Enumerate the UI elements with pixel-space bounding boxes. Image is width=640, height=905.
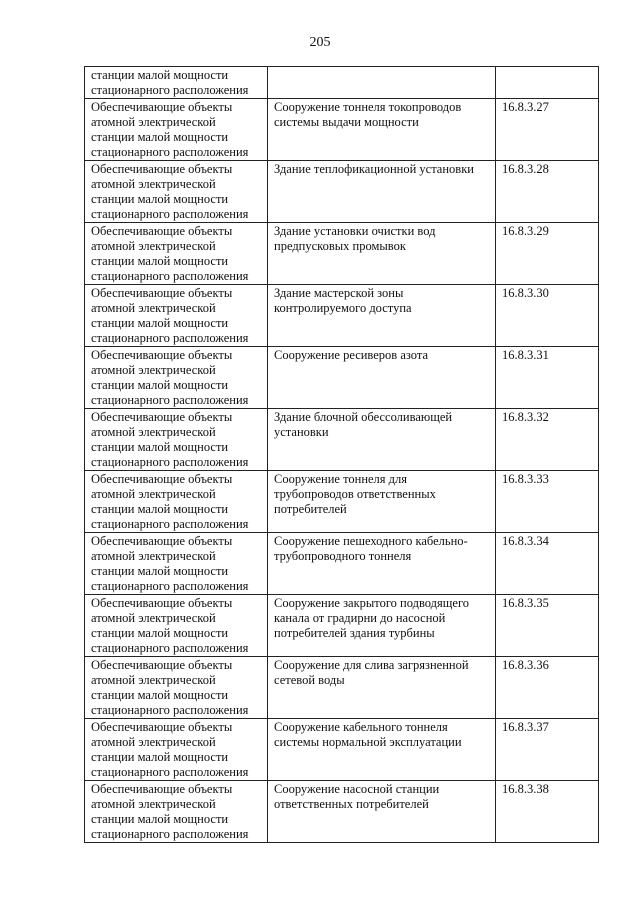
facility-name-line: сетевой воды	[274, 673, 345, 687]
code-cell: 16.8.3.35	[496, 595, 599, 657]
facilities-table	[84, 66, 599, 843]
owner-line: Обеспечивающие объекты	[91, 348, 233, 362]
owner-line: станции малой мощности	[91, 812, 229, 826]
table-row	[85, 657, 599, 719]
facility-name-cell	[268, 67, 496, 99]
owner-line: стационарного расположения	[91, 455, 249, 469]
owner-line: стационарного расположения	[91, 83, 249, 97]
table-row	[85, 161, 599, 223]
table-body	[85, 67, 599, 843]
facility-name-line: Здание теплофикационной установки	[274, 162, 474, 176]
owner-cell	[85, 67, 268, 99]
owner-line: атомной электрической	[91, 797, 216, 811]
facility-name-line: потребителей	[274, 502, 347, 516]
facility-name-line: контролируемого доступа	[274, 301, 412, 315]
facility-name-cell	[268, 781, 496, 843]
facility-name-line: Сооружение ресиверов азота	[274, 348, 428, 362]
owner-line: станции малой мощности	[91, 750, 229, 764]
facility-name-cell	[268, 347, 496, 409]
owner-cell	[85, 719, 268, 781]
owner-line: станции малой мощности	[91, 502, 229, 516]
owner-cell	[85, 533, 268, 595]
table-row	[85, 99, 599, 161]
facility-name-cell	[268, 409, 496, 471]
owner-line: атомной электрической	[91, 115, 216, 129]
owner-cell	[85, 223, 268, 285]
owner-line: атомной электрической	[91, 549, 216, 563]
table-row-continued	[85, 67, 599, 99]
owner-line: станции малой мощности	[91, 254, 229, 268]
facility-name-line: Здание установки очистки вод	[274, 224, 436, 238]
owner-line: Обеспечивающие объекты	[91, 720, 233, 734]
facility-name-line: установки	[274, 425, 329, 439]
owner-line: станции малой мощности	[91, 564, 229, 578]
owner-line: стационарного расположения	[91, 269, 249, 283]
facility-name-line: системы выдачи мощности	[274, 115, 419, 129]
owner-line: Обеспечивающие объекты	[91, 224, 233, 238]
facility-name-line: ответственных потребителей	[274, 797, 429, 811]
facility-name-cell	[268, 533, 496, 595]
owner-line: станции малой мощности	[91, 688, 229, 702]
owner-line: атомной электрической	[91, 611, 216, 625]
owner-line: Обеспечивающие объекты	[91, 596, 233, 610]
facility-name-line: Сооружение тоннеля для	[274, 472, 408, 486]
facility-name-line: потребителей здания турбины	[274, 626, 435, 640]
owner-line: станции малой мощности	[91, 378, 229, 392]
owner-line: Обеспечивающие объекты	[91, 782, 233, 796]
owner-line: стационарного расположения	[91, 207, 249, 221]
facility-name-cell	[268, 471, 496, 533]
table-row	[85, 595, 599, 657]
facility-name-line: трубопроводов ответственных	[274, 487, 436, 501]
owner-line: стационарного расположения	[91, 393, 249, 407]
owner-line: Обеспечивающие объекты	[91, 534, 233, 548]
code-cell: 16.8.3.32	[496, 409, 599, 471]
facility-name-cell	[268, 285, 496, 347]
owner-line: станции малой мощности	[91, 626, 229, 640]
owner-cell	[85, 161, 268, 223]
owner-cell	[85, 285, 268, 347]
owner-line: Обеспечивающие объекты	[91, 162, 233, 176]
table-row	[85, 409, 599, 471]
code-cell: 16.8.3.30	[496, 285, 599, 347]
owner-line: атомной электрической	[91, 425, 216, 439]
code-cell: 16.8.3.33	[496, 471, 599, 533]
owner-line: станции малой мощности	[91, 440, 229, 454]
owner-line: стационарного расположения	[91, 827, 249, 841]
owner-line: атомной электрической	[91, 177, 216, 191]
owner-cell	[85, 657, 268, 719]
owner-line: Обеспечивающие объекты	[91, 286, 233, 300]
facility-name-line: системы нормальной эксплуатации	[274, 735, 462, 749]
owner-line: стационарного расположения	[91, 703, 249, 717]
owner-line: Обеспечивающие объекты	[91, 100, 233, 114]
owner-line: стационарного расположения	[91, 641, 249, 655]
owner-cell	[85, 781, 268, 843]
code-cell: 16.8.3.31	[496, 347, 599, 409]
code-cell: 16.8.3.34	[496, 533, 599, 595]
facility-name-line: Здание блочной обессоливающей	[274, 410, 453, 424]
facility-name-cell	[268, 161, 496, 223]
code-cell: 16.8.3.28	[496, 161, 599, 223]
owner-line: Обеспечивающие объекты	[91, 658, 233, 672]
facility-name-line: трубопроводного тоннеля	[274, 549, 412, 563]
owner-line: атомной электрической	[91, 239, 216, 253]
owner-line: станции малой мощности	[91, 192, 229, 206]
table-row	[85, 347, 599, 409]
table-row	[85, 471, 599, 533]
facility-name-line: Сооружение тоннеля токопроводов	[274, 100, 462, 114]
code-cell: 16.8.3.27	[496, 99, 599, 161]
facility-name-line: канала от градирни до насосной	[274, 611, 446, 625]
code-cell: 16.8.3.37	[496, 719, 599, 781]
table-row	[85, 719, 599, 781]
owner-line: Обеспечивающие объекты	[91, 472, 233, 486]
facility-name-cell	[268, 223, 496, 285]
facility-name-cell	[268, 595, 496, 657]
owner-line: стационарного расположения	[91, 145, 249, 159]
owner-line: Обеспечивающие объекты	[91, 410, 233, 424]
code-cell: 16.8.3.36	[496, 657, 599, 719]
owner-cell	[85, 409, 268, 471]
owner-line: атомной электрической	[91, 363, 216, 377]
owner-line: станции малой мощности	[91, 130, 229, 144]
owner-cell	[85, 99, 268, 161]
owner-line: атомной электрической	[91, 673, 216, 687]
facility-name-line: Сооружение кабельного тоннеля	[274, 720, 448, 734]
table-row	[85, 223, 599, 285]
table-row	[85, 781, 599, 843]
facility-name-line: предпусковых промывок	[274, 239, 406, 253]
code-cell	[496, 67, 599, 99]
owner-cell	[85, 595, 268, 657]
owner-cell	[85, 471, 268, 533]
owner-line: стационарного расположения	[91, 331, 249, 345]
table-row	[85, 533, 599, 595]
facility-name-line: Сооружение для слива загрязненной	[274, 658, 469, 672]
facility-name-cell	[268, 99, 496, 161]
code-cell: 16.8.3.29	[496, 223, 599, 285]
owner-line: стационарного расположения	[91, 517, 249, 531]
owner-line: станции малой мощности	[91, 316, 229, 330]
owner-line: стационарного расположения	[91, 579, 249, 593]
owner-line: атомной электрической	[91, 301, 216, 315]
owner-line: стационарного расположения	[91, 765, 249, 779]
facility-name-cell	[268, 719, 496, 781]
code-cell: 16.8.3.38	[496, 781, 599, 843]
facility-name-cell	[268, 657, 496, 719]
owner-line: станции малой мощности	[91, 68, 229, 82]
facility-name-line: Сооружение закрытого подводящего	[274, 596, 470, 610]
facility-name-line: Здание мастерской зоны	[274, 286, 404, 300]
table-row	[85, 285, 599, 347]
owner-cell	[85, 347, 268, 409]
facility-name-line: Сооружение насосной станции	[274, 782, 440, 796]
owner-line: атомной электрической	[91, 735, 216, 749]
owner-line: атомной электрической	[91, 487, 216, 501]
page-number: 205	[309, 35, 331, 50]
facility-name-line: Сооружение пешеходного кабельно-	[274, 534, 468, 548]
